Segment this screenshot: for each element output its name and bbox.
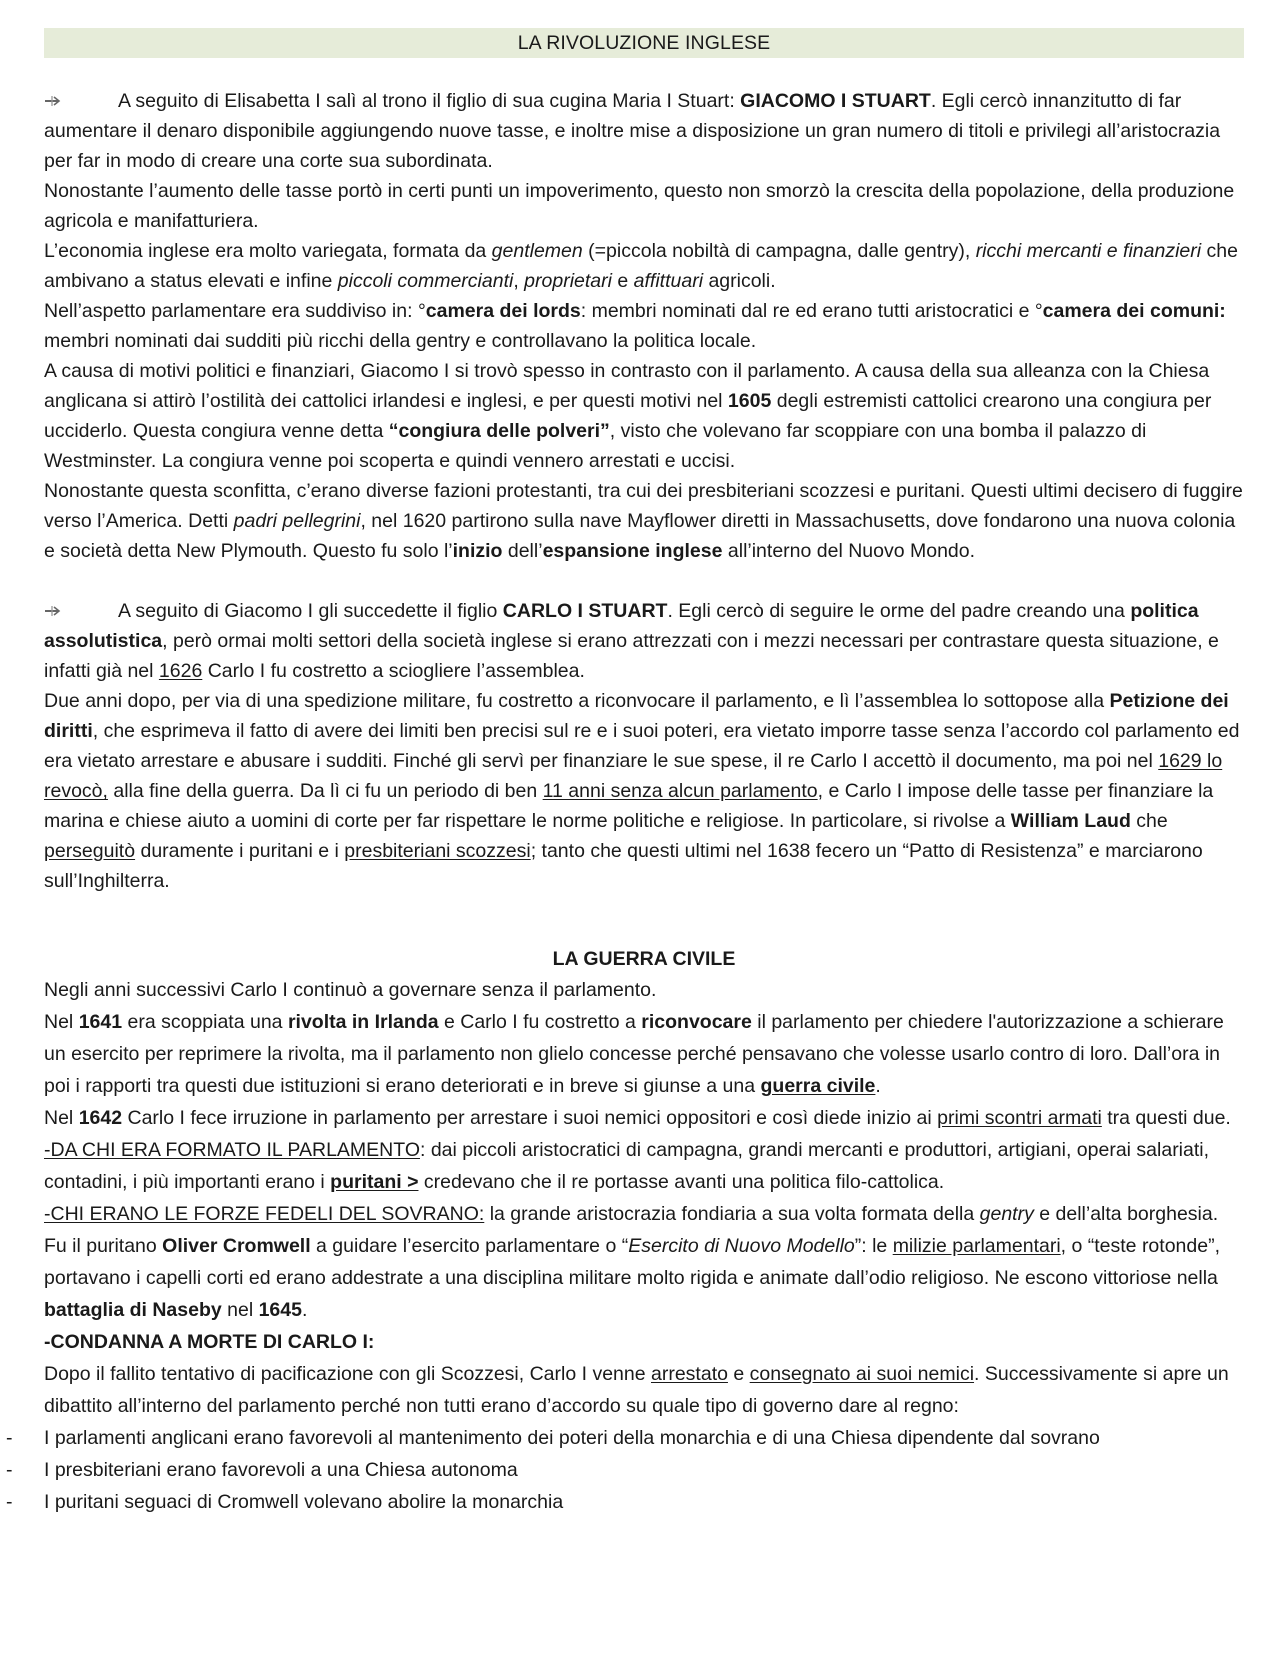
dash-marker: - — [6, 1459, 13, 1481]
paragraph-giacomo-intro: A seguito di Elisabetta I salì al trono il figlio di sua cugina Maria I Stuart: GIACOMO I STUART. Egli cercò innanzitutto di far aumentare il denaro disponibile aggiungendo nuove tasse, e inoltre mise a disposizione un gran numero di titoli e privilegi all’aristocrazia per far in modo di creare una corte sua subordinata. — [44, 90, 1221, 172]
paragraph-senza-parlamento: Negli anni successivi Carlo I continuò a governare senza il parlamento. — [44, 979, 657, 1001]
paragraph-condanna: Dopo il fallito tentativo di pacificazione con gli Scozzesi, Carlo I venne arrestato e consegnato ai suoi nemici. Successivamente si apre un dibattito all’interno del parlamento perché non tutti erano d’accordo su quale tipo di governo dare al regno: — [44, 1363, 1229, 1417]
subheading-condanna: -CONDANNA A MORTE DI CARLO I: — [44, 1331, 375, 1353]
paragraph-padri-pellegrini: Nonostante questa sconfitta, c’erano diverse fazioni protestanti, tra cui dei presbiteriani scozzesi e puritani. Questi ultimi decisero di fuggire verso l’America. Detti padri pellegrini, nel 1620 partirono sulla nave Mayflower diretti in Massachusetts, dove fondarono una nuova colonia e società detta New Plymouth. Questo fu solo l’inizio dell’espansione inglese all’interno del Nuovo Mondo. — [44, 480, 1243, 562]
list-item: - I presbiteriani erano favorevoli a una Chiesa autonoma — [44, 1454, 1244, 1486]
paragraph-carlo-intro: A seguito di Giacomo I gli succedette il figlio CARLO I STUART. Egli cercò di seguire le orme del padre creando una politica assolutistica, però ormai molti settori della società inglese si erano attrezzati con i mezzi necessari per contrastare questa situazione, e infatti già nel 1626 Carlo I fu costretto a sciogliere l’assemblea. — [44, 600, 1219, 682]
paragraph-cromwell: Fu il puritano Oliver Cromwell a guidare l’esercito parlamentare o “Esercito di Nuovo Modello”: le milizie parlamentari, o “teste rotonde”, portavano i capelli corti ed erano addestrate a una disciplina militare molto rigida e animate dall’odio religioso. Ne escono vittoriose nella battaglia di Naseby nel 1645. — [44, 1235, 1220, 1321]
paragraph-formato-parlamento: -DA CHI ERA FORMATO IL PARLAMENTO: dai piccoli aristocratici di campagna, grandi mercanti e produttori, artigiani, operai salariati, contadini, i più importanti erano i puritani > credevano che il re portasse avanti una politica filo-cattolica. — [44, 1139, 1210, 1193]
dash-marker: - — [6, 1491, 13, 1513]
section-giacomo — [44, 86, 1244, 566]
arrow-bullet-icon — [44, 95, 62, 107]
section-guerra-civile — [6, 944, 1244, 1518]
paragraph-tasse: Nonostante l’aumento delle tasse portò in certi punti un impoverimento, questo non smorzò la crescita della popolazione, della produzione agricola e manifatturiera. — [44, 180, 1235, 232]
paragraph-economia: L’economia inglese era molto variegata, formata da gentlemen (=piccola nobiltà di campagna, dalle gentry), ricchi mercanti e finanzieri che ambivano a status elevati e infine piccoli commercianti, proprietari e affittuari agricoli. — [44, 240, 1238, 292]
dash-marker: - — [6, 1427, 13, 1449]
section-carlo — [44, 596, 1244, 896]
page-title: LA RIVOLUZIONE INGLESE — [44, 28, 1244, 58]
document-page — [6, 28, 1244, 1518]
paragraph-forze-fedeli: -CHI ERANO LE FORZE FEDELI DEL SOVRANO: la grande aristocrazia fondiaria a sua volta formata della gentry e dell’alta borghesia. — [44, 1203, 1219, 1225]
paragraph-petizione: Due anni dopo, per via di una spedizione militare, fu costretto a riconvocare il parlamento, e lì l’assemblea lo sottopose alla Petizione dei diritti, che esprimeva il fatto di avere dei limiti ben precisi sul re e i suoi poteri, era vietato imporre tasse senza l’accordo col parlamento ed era vietato arrestare e abusare i sudditi. Finché gli servì per finanziare le sue spese, il re Carlo I accettò il documento, ma poi nel 1629 lo revocò, alla fine della guerra. Da lì ci fu un periodo di ben 11 anni senza alcun parlamento, e Carlo I impose delle tasse per finanziare la marina e chiese aiuto a uomini di corte per far rispettare le norme politiche e religiose. In particolare, si rivolse a William Laud che perseguitò duramente i puritani e i presbiteriani scozzesi; tanto che questi ultimi nel 1638 fecero un “Patto di Resistenza” e marciarono sull’Inghilterra. — [44, 690, 1240, 892]
list-item: - I puritani seguaci di Cromwell volevano abolire la monarchia — [44, 1486, 1244, 1518]
dash-list — [6, 1422, 1244, 1518]
paragraph-1642: Nel 1642 Carlo I fece irruzione in parlamento per arrestare i suoi nemici oppositori e così diede inizio ai primi scontri armati tra questi due. — [44, 1107, 1231, 1129]
paragraph-parlamento: Nell’aspetto parlamentare era suddiviso in: °camera dei lords: membri nominati dal re ed erano tutti aristocratici e °camera dei comuni: membri nominati dai sudditi più ricchi della gentry e controllavano la politica locale. — [44, 300, 1226, 352]
list-item: - I parlamenti anglicani erano favorevoli al mantenimento dei poteri della monarchia e di una Chiesa dipendente dal sovrano — [44, 1422, 1244, 1454]
paragraph-1641: Nel 1641 era scoppiata una rivolta in Irlanda e Carlo I fu costretto a riconvocare il parlamento per chiedere l'autorizzazione a schierare un esercito per reprimere la rivolta, ma il parlamento non glielo concesse perché pensavano che volesse usarlo contro di loro. Dall’ora in poi i rapporti tra questi due istituzioni si erano deteriorati e in breve si giunse a una guerra civile. — [44, 1011, 1224, 1097]
section-heading: LA GUERRA CIVILE — [552, 948, 736, 970]
arrow-bullet-icon — [44, 605, 62, 617]
paragraph-congiura: A causa di motivi politici e finanziari, Giacomo I si trovò spesso in contrasto con il parlamento. A causa della sua alleanza con la Chiesa anglicana si attirò l’ostilità dei cattolici irlandesi e inglesi, e per questi motivi nel 1605 degli estremisti cattolici crearono una congiura per ucciderlo. Questa congiura venne detta “congiura delle polveri”, visto che volevano far scoppiare con una bomba il palazzo di Westminster. La congiura venne poi scoperta e quindi vennero arrestati e uccisi. — [44, 360, 1212, 472]
